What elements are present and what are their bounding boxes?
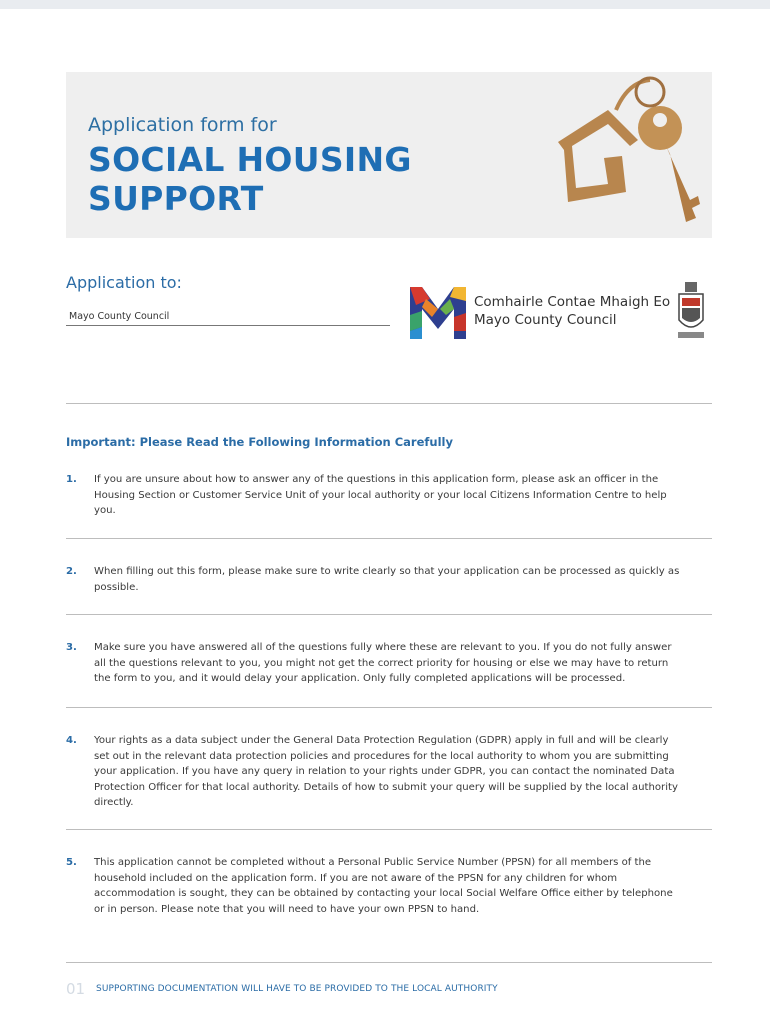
banner-subtitle: Application form for — [88, 114, 277, 136]
council-field-value[interactable]: Mayo County Council — [69, 311, 170, 322]
title-banner — [66, 72, 712, 238]
item-divider — [66, 538, 712, 539]
banner-title-line-2: SUPPORT — [88, 179, 264, 218]
item-number: 2. — [66, 566, 77, 577]
item-text: When filling out this form, please make sure to write clearly so that your application can be processed as quickly as possible. — [94, 566, 680, 593]
item-text: Make sure you have answered all of the questions fully where these are relevant to you. If you do not fully answer all the questions relevant to you, you might not get the correct priority for housing or else we may have to return the form to you, and it would delay your application. Only fully completed applications will be processed. — [94, 642, 672, 685]
page-number: 01 — [66, 980, 86, 998]
banner-title — [88, 140, 412, 218]
item-number: 5. — [66, 857, 77, 868]
info-item-2 — [66, 564, 686, 595]
item-divider — [66, 707, 712, 708]
info-item-1 — [66, 472, 686, 519]
info-item-5 — [66, 855, 686, 917]
banner-title-line-1: SOCIAL HOUSING — [88, 140, 412, 179]
important-heading: Important: Please Read the Following Information Carefully — [66, 435, 453, 449]
section-divider — [66, 403, 712, 404]
info-item-3 — [66, 640, 686, 687]
item-text: If you are unsure about how to answer any of the questions in this application form, please ask an officer in the Housing Section or Customer Service Unit of your local authority or your local Citizens Information Centre to help you. — [94, 474, 667, 517]
info-item-4 — [66, 733, 686, 811]
logo-english-name: Mayo County Council — [474, 312, 617, 328]
mayo-m-logo-icon — [410, 287, 466, 339]
page-top-edge — [0, 0, 770, 9]
application-to-heading: Application to: — [66, 273, 182, 292]
logo-irish-name: Comhairle Contae Mhaigh Eo — [474, 294, 671, 310]
council-crest-icon — [676, 280, 706, 342]
house-key-icon — [538, 72, 712, 238]
item-number: 4. — [66, 735, 77, 746]
item-divider — [66, 614, 712, 615]
footer-divider — [66, 962, 712, 963]
item-divider — [66, 829, 712, 830]
item-number: 1. — [66, 474, 77, 485]
council-field-underline — [66, 325, 390, 326]
footer-note: SUPPORTING DOCUMENTATION WILL HAVE TO BE PROVIDED TO THE LOCAL AUTHORITY — [96, 984, 498, 994]
item-text: This application cannot be completed without a Personal Public Service Number (PPSN) for all members of the household included on the application form. If you are not aware of the PPSN for any children for whom accommodation is sought, they can be obtained by contacting your local Social Welfare Office either by telephone or in person. Please note that you will need to have your own PPSN to hand. — [94, 857, 673, 915]
item-number: 3. — [66, 642, 77, 653]
item-text: Your rights as a data subject under the General Data Protection Regulation (GDPR) apply in full and will be clearly set out in the relevant data protection policies and procedures for the local authority to whom you are submitting your application. If you have any query in relation to your rights under GDPR, you can contact the nominated Data Protection Officer for that local authority. Details of how to submit your query will be supplied by the local authority directly. — [94, 735, 678, 809]
